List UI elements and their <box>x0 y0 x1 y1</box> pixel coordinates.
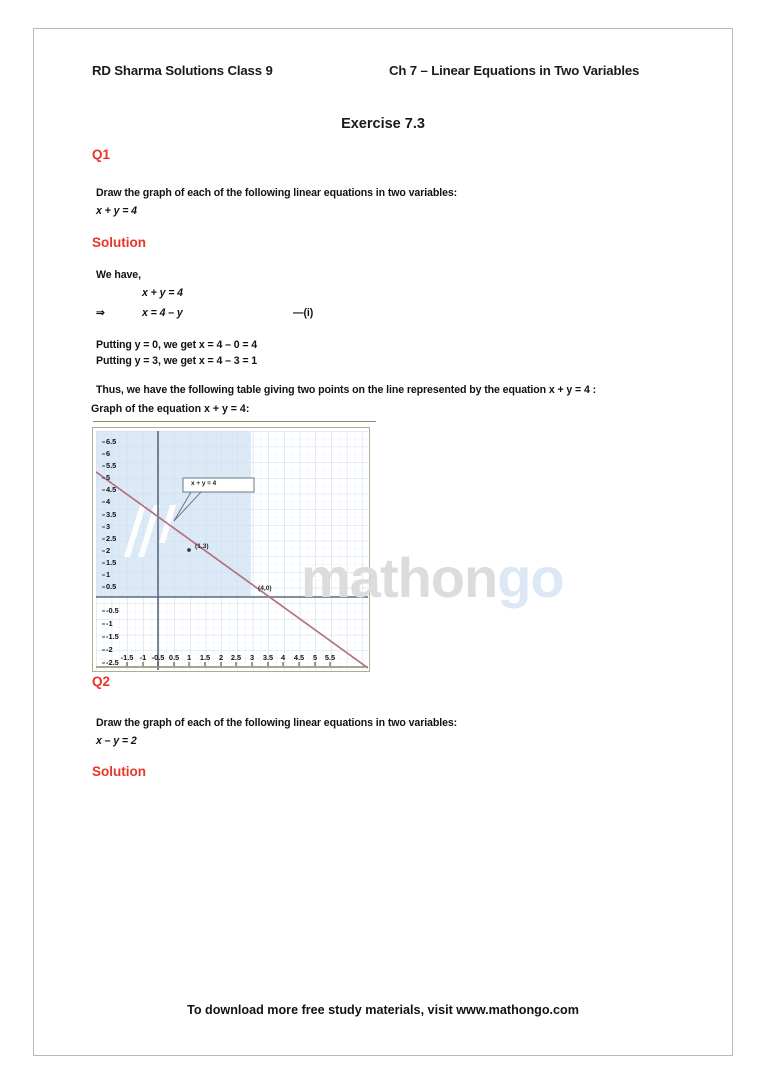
equation-callout-label: x + y = 4 <box>191 480 217 487</box>
x-tick-label: 1.5 <box>199 653 211 662</box>
question-heading-q1: Q1 <box>92 147 111 162</box>
watermark-part-mathon: mathon <box>301 546 498 609</box>
thus-table-line: Thus, we have the following table giving two points on the line represented by the equation x + y = 4 : <box>96 384 597 396</box>
question-heading-q2: Q2 <box>92 674 111 689</box>
header-left-title: RD Sharma Solutions Class 9 <box>92 63 273 78</box>
point-label-1-3: (1,3) <box>195 543 209 550</box>
x-tick-label: -1 <box>139 653 147 662</box>
y-tick-label: -1.5 <box>106 632 119 641</box>
x-tick-label: 2 <box>218 653 224 662</box>
x-tick-label: 5.5 <box>324 653 336 662</box>
step-equation-rearranged: x = 4 – y <box>142 307 183 319</box>
y-tick-label: -2 <box>106 645 113 654</box>
document-header <box>34 63 732 83</box>
x-tick-label: -0.5 <box>151 653 165 662</box>
solution-heading-q1: Solution <box>92 235 146 250</box>
x-tick-label: 3 <box>249 653 255 662</box>
q2-equation: x – y = 2 <box>96 735 137 747</box>
y-tick-label: 6 <box>106 449 111 458</box>
point-label-4-0: (4,0) <box>258 585 272 592</box>
q1-prompt: Draw the graph of each of the following linear equations in two variables: <box>96 187 458 199</box>
step-we-have: We have, <box>96 269 141 281</box>
y-tick-label: 5 <box>106 473 111 482</box>
y-tick-label: 3 <box>106 522 111 531</box>
page-sheet <box>33 28 733 1056</box>
x-tick-label: 1 <box>186 653 192 662</box>
x-tick-label: -1.5 <box>120 653 134 662</box>
graph-plot-area <box>96 431 368 670</box>
y-tick-label: 5.5 <box>106 461 117 470</box>
y-tick-label: -2.5 <box>106 658 119 667</box>
x-tick-label: 4 <box>280 653 286 662</box>
y-tick-label: 4 <box>106 497 111 506</box>
step-equation-original: x + y = 4 <box>142 287 183 299</box>
y-tick-label: -0.5 <box>106 606 119 615</box>
y-tick-label: 1.5 <box>106 558 117 567</box>
solution-heading-q2: Solution <box>92 764 146 779</box>
y-tick-label: 2 <box>106 546 111 555</box>
x-tick-labels <box>96 431 368 670</box>
document-footer: To download more free study materials, visit www.mathongo.com <box>187 1003 579 1017</box>
graph-frame <box>92 427 370 672</box>
header-right-title: Ch 7 – Linear Equations in Two Variables <box>389 63 640 78</box>
y-tick-label: 2.5 <box>106 534 117 543</box>
x-tick-label: 5 <box>312 653 318 662</box>
step-putting-y0: Putting y = 0, we get x = 4 – 0 = 4 <box>96 339 258 351</box>
graph-heading: Graph of the equation x + y = 4: <box>91 403 250 415</box>
y-tick-label: 4.5 <box>106 485 117 494</box>
step-implies-arrow: ⇒ <box>96 307 105 319</box>
q1-equation: x + y = 4 <box>96 205 137 217</box>
y-tick-label: -1 <box>106 619 113 628</box>
y-tick-label: 0.5 <box>106 582 117 591</box>
x-tick-label: 2.5 <box>230 653 242 662</box>
y-tick-label: 6.5 <box>106 437 117 446</box>
step-equation-number: —(i) <box>293 307 314 319</box>
q2-prompt: Draw the graph of each of the following linear equations in two variables: <box>96 717 458 729</box>
x-tick-label: 4.5 <box>293 653 305 662</box>
exercise-title: Exercise 7.3 <box>341 116 425 132</box>
x-tick-label: 0.5 <box>168 653 180 662</box>
graph-rule-divider <box>93 421 376 422</box>
watermark-part-go: go <box>497 546 564 609</box>
y-tick-label: 3.5 <box>106 510 117 519</box>
x-tick-label: 3.5 <box>262 653 274 662</box>
step-putting-y3: Putting y = 3, we get x = 4 – 3 = 1 <box>96 355 258 367</box>
y-tick-label: 1 <box>106 570 111 579</box>
